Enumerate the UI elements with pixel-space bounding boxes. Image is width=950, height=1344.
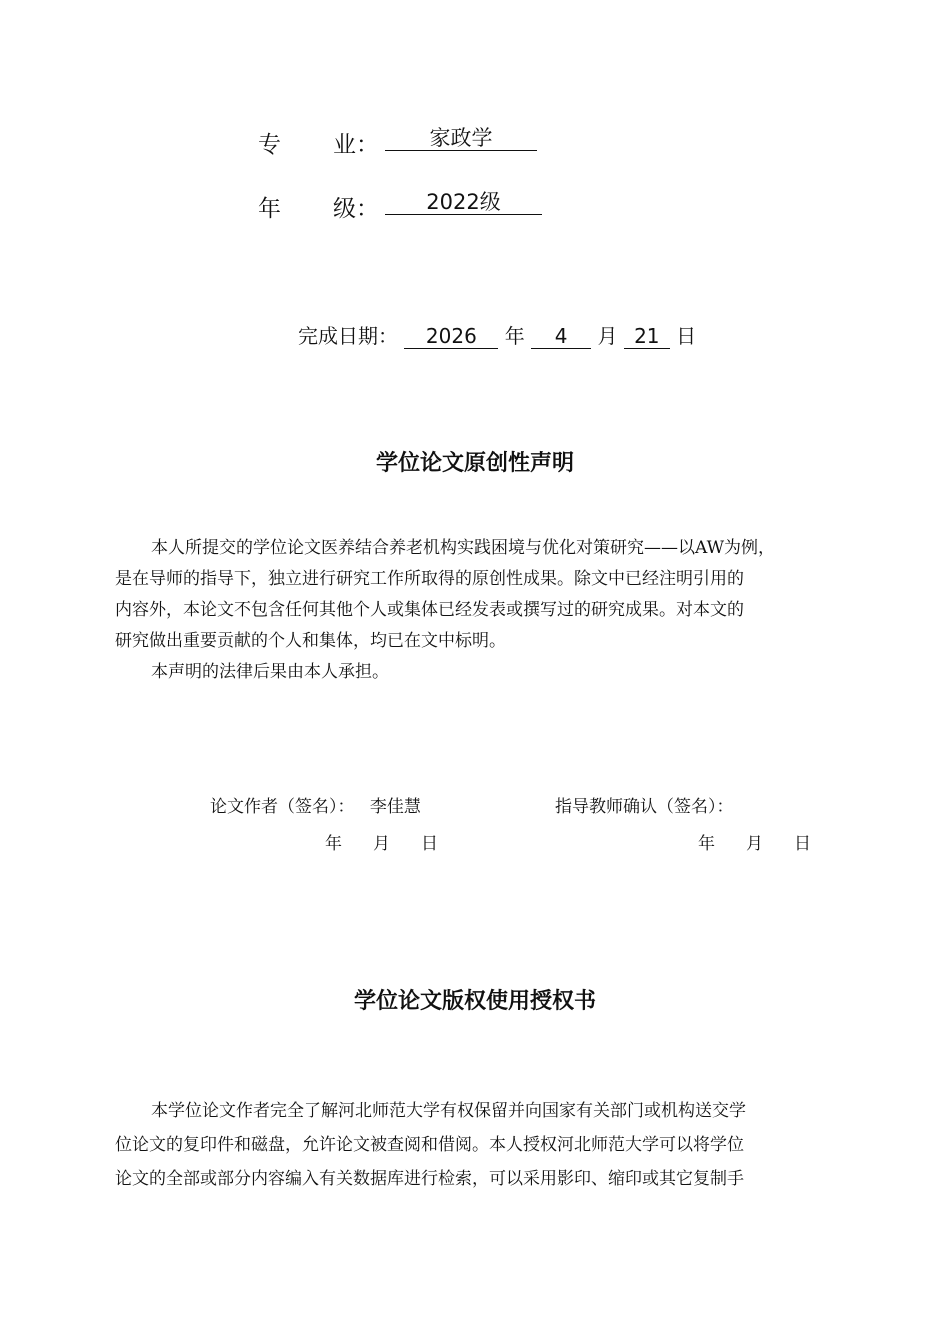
authorization-line: 位论文的复印件和磁盘，允许论文被查阅和借阅。本人授权河北师范大学可以将学位: [115, 1135, 744, 1155]
advisor-signature-label: 指导教师确认（签名）：: [555, 797, 734, 817]
author-date-month: 月: [373, 834, 390, 854]
grade-value: 2022级: [385, 190, 542, 215]
major-label-char-2: 业：: [333, 132, 379, 158]
author-date-day: 日: [421, 834, 438, 854]
completion-year: 2026: [404, 325, 498, 349]
completion-date: [298, 320, 696, 349]
advisor-date-month: 月: [746, 834, 763, 854]
declaration-liability: 本声明的法律后果由本人承担。: [151, 662, 389, 682]
declaration-title: 学位论文原创性声明: [375, 451, 574, 476]
grade-field: [385, 190, 542, 215]
advisor-date-day: 日: [794, 834, 811, 854]
completion-month-unit: 月: [597, 324, 618, 348]
major-value: 家政学: [385, 126, 537, 151]
authorization-title: 学位论文版权使用授权书: [353, 989, 596, 1014]
authorization-line: 论文的全部或部分内容编入有关数据库进行检索，可以采用影印、缩印或其它复制手: [115, 1169, 744, 1189]
major-label-char-1: 专: [258, 132, 281, 158]
advisor-date-year: 年: [698, 834, 715, 854]
completion-month: 4: [531, 325, 591, 349]
completion-day: 21: [624, 325, 670, 349]
authorization-paragraph: [115, 1094, 840, 1196]
completion-date-label: 完成日期：: [298, 324, 398, 348]
completion-year-unit: 年: [504, 324, 525, 348]
completion-day-unit: 日: [676, 324, 697, 348]
declaration-paragraph: [115, 533, 840, 688]
author-name: 李佳慧: [369, 797, 421, 817]
declaration-line: 是在导师的指导下，独立进行研究工作所取得的原创性成果。除文中已经注明引用的: [115, 569, 744, 589]
grade-label-char-2: 级：: [333, 196, 379, 222]
major-field: [385, 126, 537, 151]
declaration-line: 内容外，本论文不包含任何其他个人或集体已经发表或撰写过的研究成果。对本文的: [115, 600, 744, 620]
author-date-year: 年: [325, 834, 342, 854]
author-signature-label: 论文作者（签名）：: [210, 797, 355, 817]
declaration-line: 本人所提交的学位论文医养结合养老机构实践困境与优化对策研究——以AW为例，: [151, 538, 776, 558]
declaration-line: 研究做出重要贡献的个人和集体，均已在文中标明。: [115, 631, 506, 651]
grade-label-char-1: 年: [258, 196, 281, 222]
author-signature: [210, 792, 421, 817]
authorization-line: 本学位论文作者完全了解河北师范大学有权保留并向国家有关部门或机构送交学: [151, 1101, 746, 1121]
